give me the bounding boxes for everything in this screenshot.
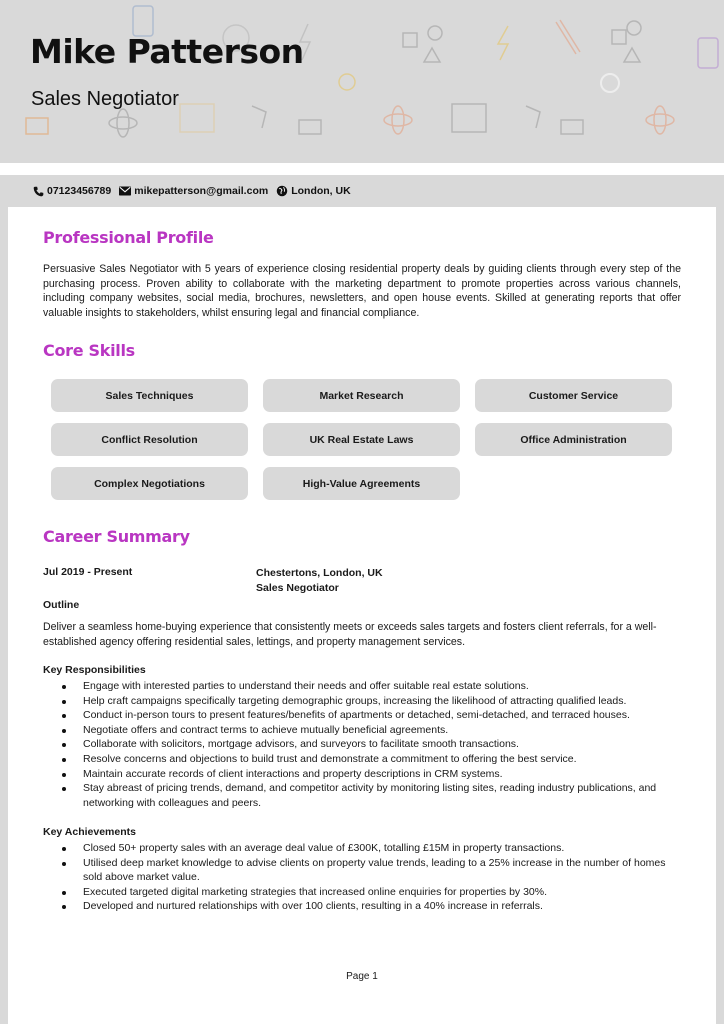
left-frame (0, 207, 8, 1024)
responsibilities-label: Key Responsibilities (43, 664, 146, 676)
list-item: Closed 50+ property sales with an average deal value of £300K, totalling £15M in property transactions. (43, 841, 683, 856)
skill-tag: UK Real Estate Laws (263, 423, 460, 456)
responsibilities-list (43, 679, 683, 810)
career-heading: Career Summary (43, 527, 190, 546)
list-item: Developed and nurtured relationships with over 100 clients, resulting in a 40% increase in referrals. (43, 899, 683, 914)
contact-location (276, 185, 350, 197)
email-address: mikepatterson@gmail.com (134, 185, 269, 197)
phone-number: 07123456789 (47, 185, 112, 197)
skill-tag: Conflict Resolution (51, 423, 248, 456)
globe-icon (276, 185, 288, 197)
right-frame (716, 207, 724, 1024)
skill-tag: High-Value Agreements (263, 467, 460, 500)
job-employer (256, 566, 383, 595)
job-company: Chestertons, London, UK (256, 567, 383, 579)
envelope-icon (119, 186, 131, 196)
header-band (0, 0, 724, 163)
skill-tag: Complex Negotiations (51, 467, 248, 500)
location-text: London, UK (291, 185, 351, 197)
skills-heading: Core Skills (43, 341, 135, 360)
list-item: Engage with interested parties to understand their needs and offer suitable real estate solutions. (43, 679, 683, 694)
list-item: Help craft campaigns specifically targeting demographic groups, increasing the likelihood of attracting qualified leads. (43, 694, 683, 709)
achievements-list (43, 841, 683, 914)
outline-label: Outline (43, 599, 80, 611)
list-item: Stay abreast of pricing trends, demand, and competitor activity by monitoring listing sites, reading industry publications, and networking with colleagues and peers. (43, 781, 683, 810)
contact-email (119, 185, 268, 197)
list-item: Conduct in-person tours to present features/benefits of apartments or detached, semi-detached, and terraced houses. (43, 708, 683, 723)
candidate-title: Sales Negotiator (31, 88, 179, 110)
job-date: Jul 2019 - Present (43, 566, 133, 578)
outline-text: Deliver a seamless home-buying experience that consistently meets or exceeds sales targets and fosters client referrals, for a well-established agency offering residential sales, lettings, and property management services. (43, 621, 657, 648)
profile-text: Persuasive Sales Negotiator with 5 years of experience closing residential property deals by guiding clients through every step of the purchasing process. Proven ability to collaborate with the marketing department to promote properties across various channels, including company websites, social media, brochures, newsletters, and open house events. Skilled at generating reports that offer valuable insights to stakeholders, whilst ensuring legal and financial compliance. (43, 263, 681, 319)
phone-icon (33, 186, 44, 197)
skill-tag: Customer Service (475, 379, 672, 412)
job-role: Sales Negotiator (256, 581, 339, 594)
page-number: Page 1 (346, 971, 378, 982)
candidate-name: Mike Patterson (30, 32, 304, 71)
skill-tag: Sales Techniques (51, 379, 248, 412)
list-item: Resolve concerns and objections to build trust and demonstrate a commitment to offering the best service. (43, 752, 683, 767)
skill-tag: Market Research (263, 379, 460, 412)
achievements-label: Key Achievements (43, 826, 136, 838)
decorative-doodles (0, 0, 724, 163)
skill-tag: Office Administration (475, 423, 672, 456)
profile-heading: Professional Profile (43, 228, 214, 247)
contact-info (33, 185, 351, 197)
list-item: Negotiate offers and contract terms to achieve mutually beneficial agreements. (43, 723, 683, 738)
list-item: Utilised deep market knowledge to advise clients on property value trends, leading to a 25% increase in the number of homes sold above market value. (43, 856, 683, 885)
list-item: Maintain accurate records of client interactions and property descriptions in CRM systems. (43, 767, 683, 782)
list-item: Executed targeted digital marketing strategies that increased online enquiries for properties by 30%. (43, 885, 683, 900)
list-item: Collaborate with solicitors, mortgage advisors, and surveyors to facilitate smooth transactions. (43, 737, 683, 752)
contact-phone (33, 185, 111, 197)
